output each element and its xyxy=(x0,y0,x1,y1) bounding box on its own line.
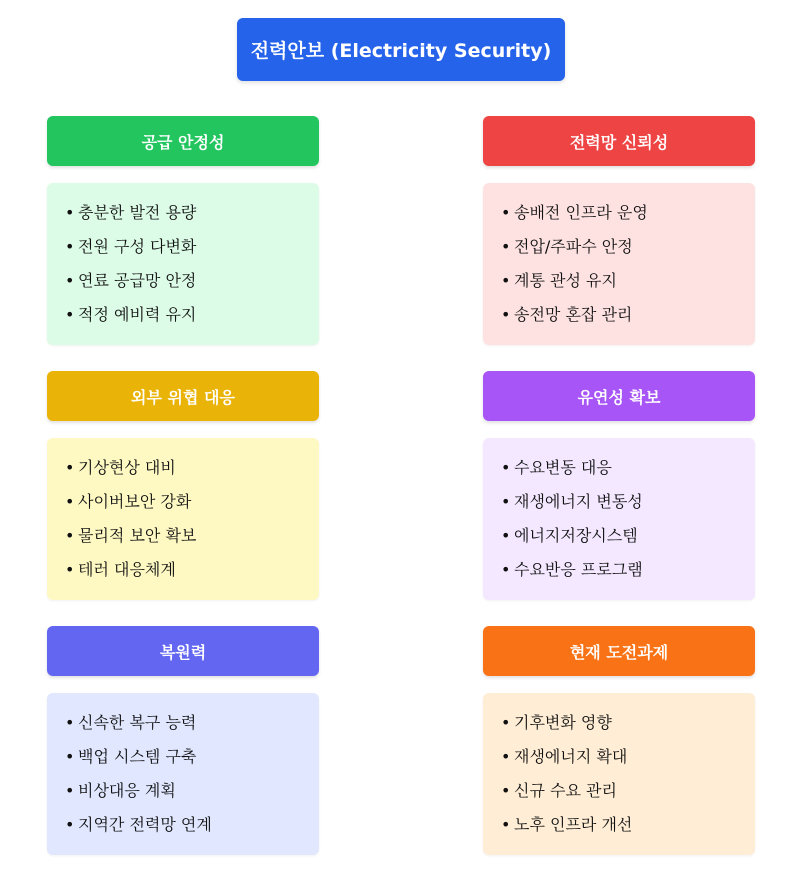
list-item xyxy=(501,519,755,553)
item-list xyxy=(65,451,319,587)
bullet-icon: • xyxy=(65,747,75,766)
list-item-label: 전압/주파수 안정 xyxy=(514,237,633,256)
section-body xyxy=(483,438,755,600)
list-item-label: 사이버보안 강화 xyxy=(78,492,192,511)
bullet-icon: • xyxy=(501,560,511,579)
section-current-challenges xyxy=(483,626,755,855)
list-item xyxy=(501,451,755,485)
list-item-label: 기상현상 대비 xyxy=(78,458,176,477)
list-item xyxy=(65,298,319,332)
list-item xyxy=(501,774,755,808)
list-item xyxy=(501,230,755,264)
list-item-label: 충분한 발전 용량 xyxy=(78,203,197,222)
list-item-label: 연료 공급망 안정 xyxy=(78,271,197,290)
section-header: 현재 도전과제 xyxy=(483,626,755,676)
list-item xyxy=(65,706,319,740)
list-item xyxy=(65,196,319,230)
list-item-label: 비상대응 계획 xyxy=(78,781,176,800)
list-item-label: 신속한 복구 능력 xyxy=(78,713,197,732)
diagram-title: 전력안보 (Electricity Security) xyxy=(237,18,565,81)
section-header: 전력망 신뢰성 xyxy=(483,116,755,166)
item-list xyxy=(65,706,319,842)
section-flexibility xyxy=(483,371,755,600)
section-header: 공급 안정성 xyxy=(47,116,319,166)
section-resilience xyxy=(47,626,319,855)
section-body xyxy=(483,693,755,855)
list-item xyxy=(501,808,755,842)
bullet-icon: • xyxy=(501,305,511,324)
list-item xyxy=(65,264,319,298)
list-item-label: 송배전 인프라 운영 xyxy=(514,203,648,222)
list-item xyxy=(501,553,755,587)
section-body xyxy=(47,438,319,600)
section-external-threat-response xyxy=(47,371,319,600)
list-item-label: 지역간 전력망 연계 xyxy=(78,815,212,834)
list-item-label: 전원 구성 다변화 xyxy=(78,237,197,256)
list-item-label: 재생에너지 확대 xyxy=(514,747,628,766)
list-item xyxy=(65,808,319,842)
list-item-label: 에너지저장시스템 xyxy=(514,526,638,545)
item-list xyxy=(65,196,319,332)
bullet-icon: • xyxy=(501,203,511,222)
bullet-icon: • xyxy=(501,458,511,477)
list-item-label: 수요반응 프로그램 xyxy=(514,560,643,579)
list-item xyxy=(65,740,319,774)
bullet-icon: • xyxy=(501,271,511,290)
list-item xyxy=(501,706,755,740)
bullet-icon: • xyxy=(65,237,75,256)
bullet-icon: • xyxy=(501,526,511,545)
bullet-icon: • xyxy=(501,781,511,800)
list-item-label: 물리적 보안 확보 xyxy=(78,526,197,545)
bullet-icon: • xyxy=(65,560,75,579)
list-item xyxy=(65,519,319,553)
list-item xyxy=(65,451,319,485)
bullet-icon: • xyxy=(501,747,511,766)
section-header: 복원력 xyxy=(47,626,319,676)
list-item xyxy=(501,298,755,332)
section-header: 외부 위협 대응 xyxy=(47,371,319,421)
bullet-icon: • xyxy=(501,492,511,511)
section-header: 유연성 확보 xyxy=(483,371,755,421)
list-item-label: 수요변동 대응 xyxy=(514,458,612,477)
list-item xyxy=(501,264,755,298)
list-item-label: 신규 수요 관리 xyxy=(514,781,617,800)
section-supply-stability xyxy=(47,116,319,345)
list-item xyxy=(501,196,755,230)
bullet-icon: • xyxy=(501,815,511,834)
list-item-label: 노후 인프라 개선 xyxy=(514,815,633,834)
section-body xyxy=(483,183,755,345)
bullet-icon: • xyxy=(65,458,75,477)
list-item-label: 송전망 혼잡 관리 xyxy=(514,305,633,324)
bullet-icon: • xyxy=(65,815,75,834)
list-item xyxy=(501,740,755,774)
bullet-icon: • xyxy=(65,526,75,545)
bullet-icon: • xyxy=(501,237,511,256)
bullet-icon: • xyxy=(65,271,75,290)
list-item-label: 적정 예비력 유지 xyxy=(78,305,197,324)
section-body xyxy=(47,693,319,855)
list-item xyxy=(65,230,319,264)
list-item-label: 기후변화 영향 xyxy=(514,713,612,732)
item-list xyxy=(501,706,755,842)
section-body xyxy=(47,183,319,345)
list-item-label: 계통 관성 유지 xyxy=(514,271,617,290)
item-list xyxy=(501,451,755,587)
list-item-label: 재생에너지 변동성 xyxy=(514,492,643,511)
list-item xyxy=(65,485,319,519)
list-item-label: 백업 시스템 구축 xyxy=(78,747,197,766)
bullet-icon: • xyxy=(65,713,75,732)
bullet-icon: • xyxy=(65,492,75,511)
section-grid-reliability xyxy=(483,116,755,345)
item-list xyxy=(501,196,755,332)
bullet-icon: • xyxy=(501,713,511,732)
bullet-icon: • xyxy=(65,781,75,800)
bullet-icon: • xyxy=(65,203,75,222)
list-item xyxy=(501,485,755,519)
list-item xyxy=(65,774,319,808)
bullet-icon: • xyxy=(65,305,75,324)
list-item-label: 테러 대응체계 xyxy=(78,560,176,579)
list-item xyxy=(65,553,319,587)
